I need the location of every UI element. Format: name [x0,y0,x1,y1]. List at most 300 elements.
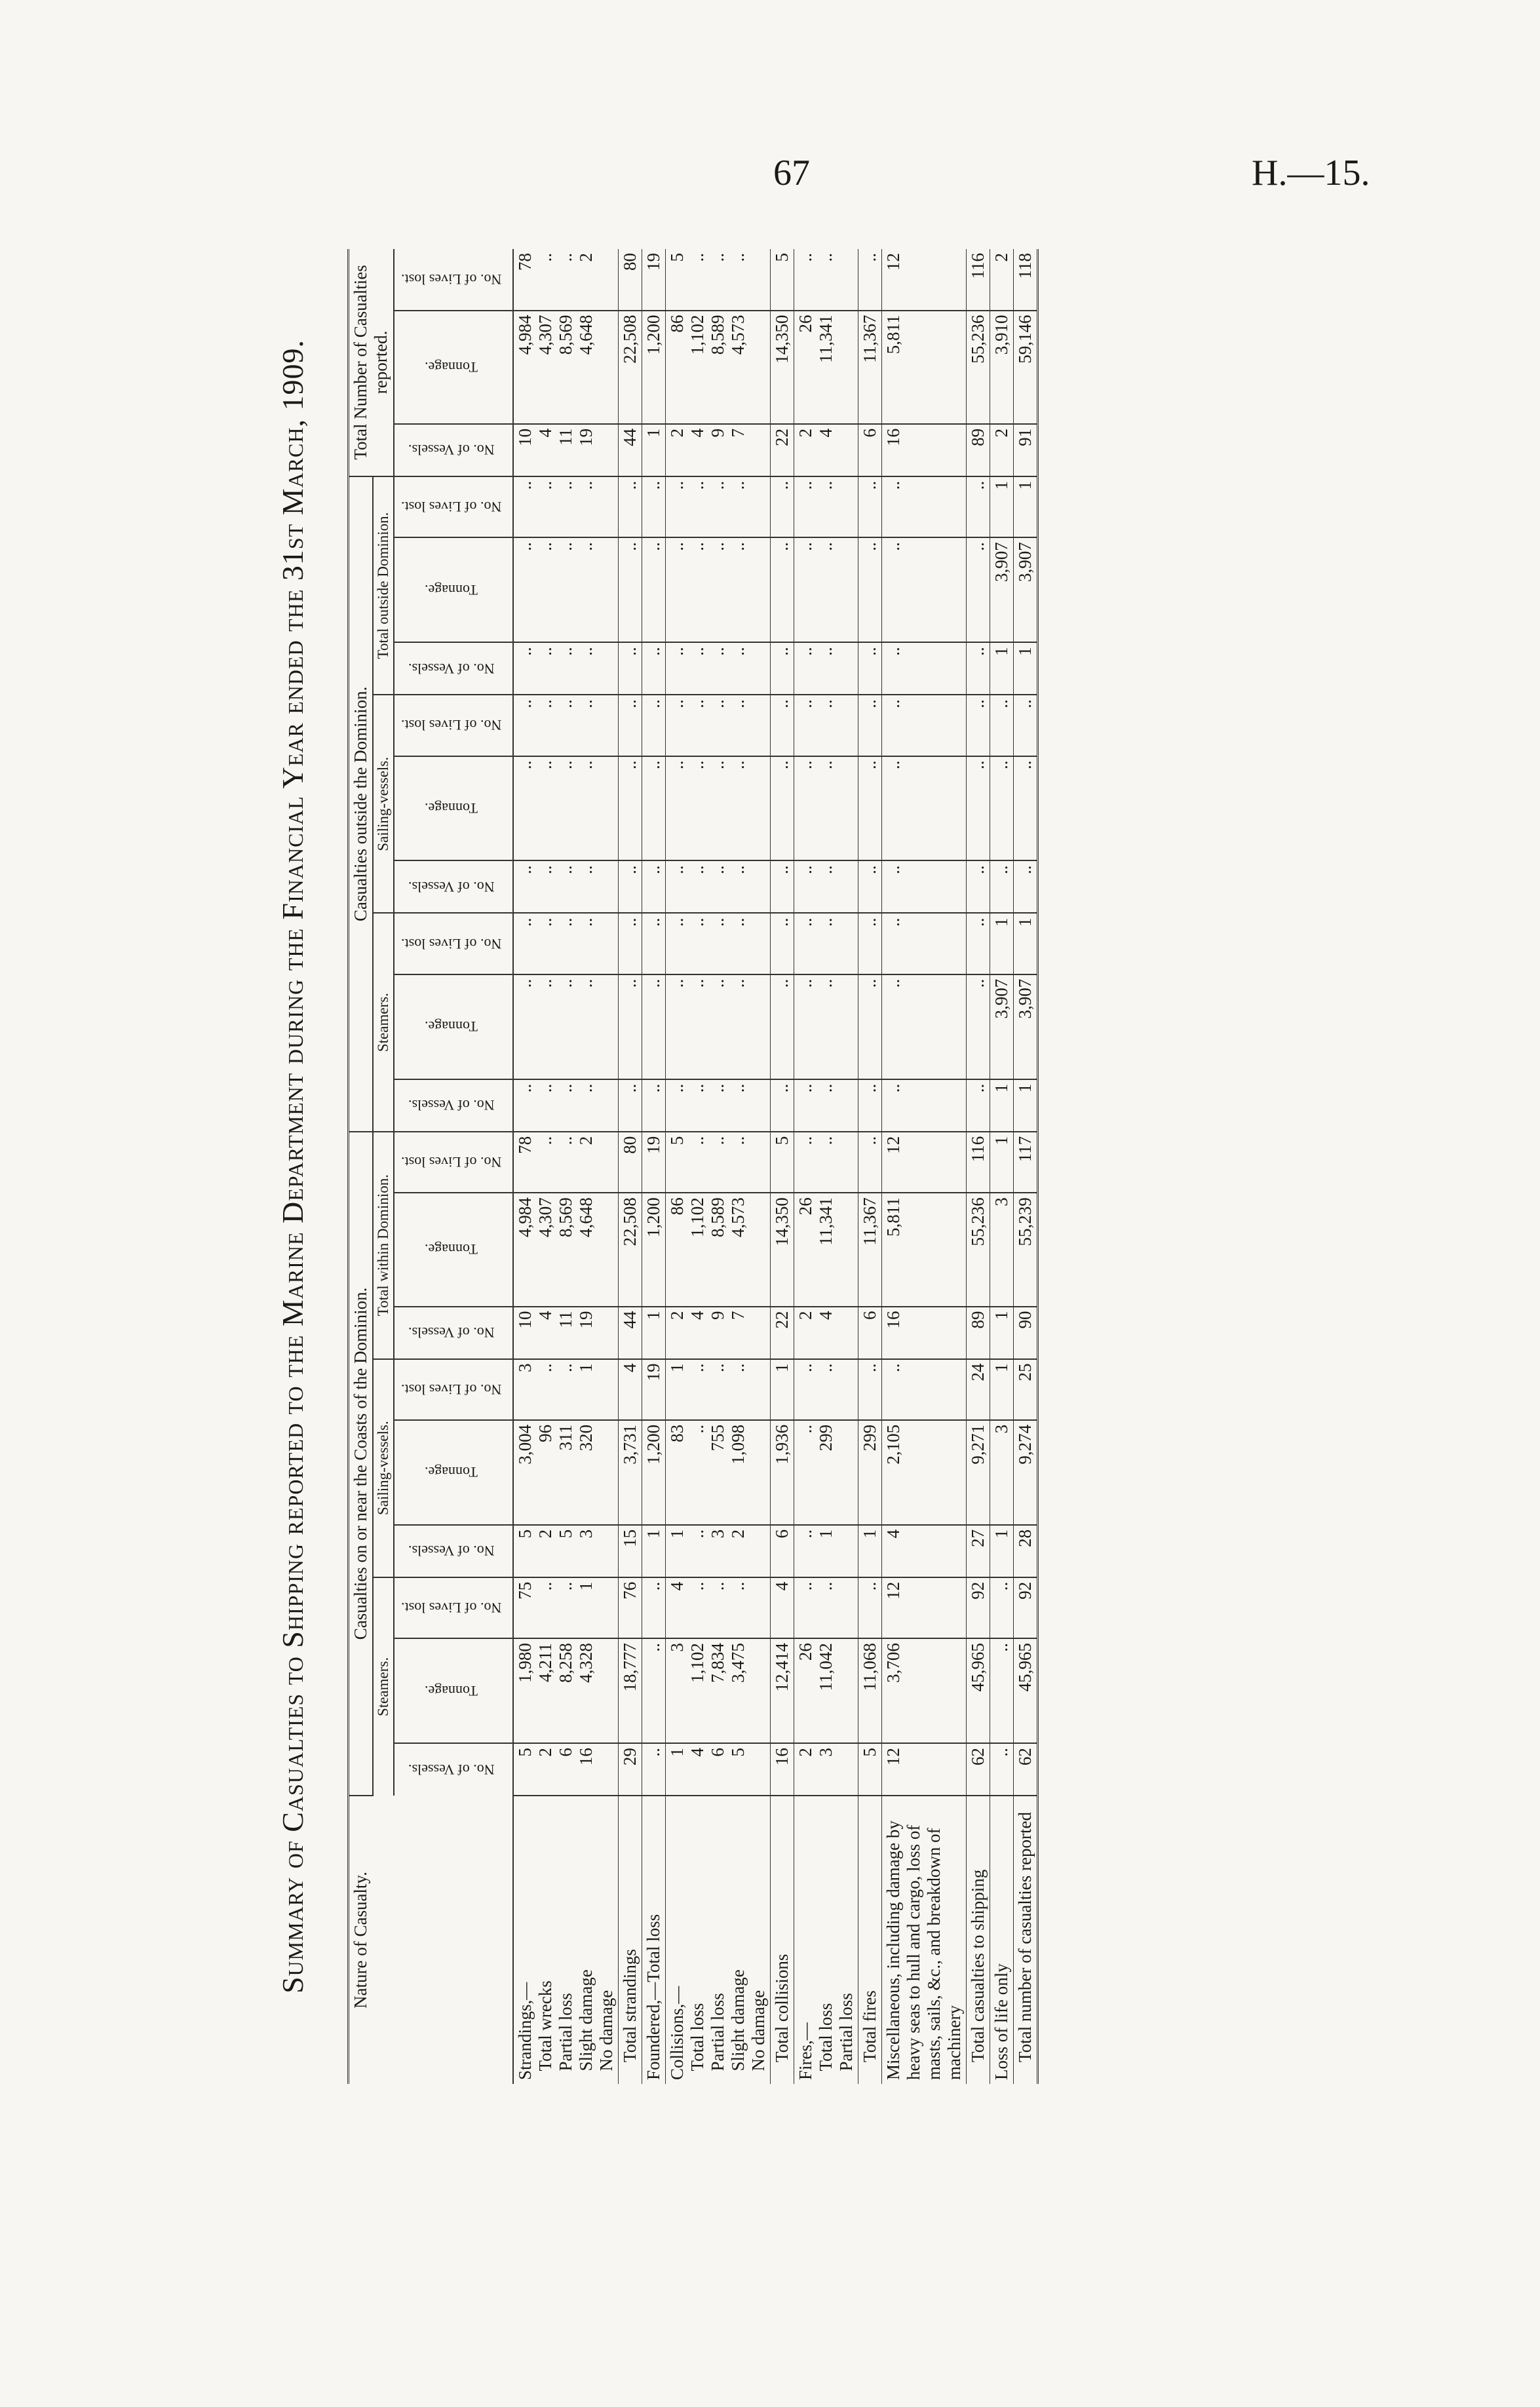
col-header-label: No. of Vessels. [408,660,495,677]
table-cell: .. [858,861,882,914]
table-cell: .. [967,695,990,756]
col-header-lives [394,913,513,974]
col-header-vessels [394,424,513,476]
table-cell: 4,984 4,307 8,569 4,648 [513,311,619,424]
table-cell: 1 [1014,476,1038,537]
table-cell: .. [858,249,882,311]
table-cell: 5 [858,1743,882,1796]
col-header-label: Tonnage. [425,1018,478,1035]
table-cell: .. .. .. .. [513,537,619,642]
table-cell: 12,414 [771,1638,794,1743]
table-cell: .. [858,537,882,642]
table-cell: .. [771,537,794,642]
table-cell: 2 3 [794,1743,858,1796]
table-cell: 90 [1014,1307,1038,1359]
table-cell: 78 .. .. 2 [513,249,619,311]
table-cell: 3,910 [990,311,1014,424]
table-cell: 12 [882,1132,967,1193]
table-cell: 26 11,042 [794,1638,858,1743]
table-cell: 11,068 [858,1638,882,1743]
table-cell: .. [967,1079,990,1132]
table-cell: 62 [967,1743,990,1796]
table-cell: .. [858,974,882,1079]
table-cell: 14,350 [771,1193,794,1306]
table-cell: 4 [619,1359,642,1420]
table-cell: 2 4 9 7 [666,424,771,476]
table-cell: .. .. .. .. [513,476,619,537]
table-cell: .. .. [794,249,858,311]
rotated-table-block [275,249,1324,2084]
col-header-label: No. of Lives lost. [401,1154,502,1171]
table-cell: .. [882,537,967,642]
table-cell: .. [858,913,882,974]
table-cell: .. [771,756,794,861]
col-header-label: No. of Lives lost. [401,935,502,952]
row-label: Foundered,—Total loss [642,1796,666,2084]
table-cell: 10 4 11 19 [513,424,619,476]
table-cell: .. [990,1638,1014,1743]
table-cell: 2 4 [794,1307,858,1359]
table-cell: 299 [858,1420,882,1525]
table-cell: .. [771,861,794,914]
table-cell: 22,508 [619,1193,642,1306]
row-label: Total number of casualties reported [1014,1796,1038,2084]
col-header-vessels [394,1525,513,1577]
table-cell: .. [858,1577,882,1638]
row-label: Fires,— Total loss Partial loss [796,1993,857,2080]
total-row [1014,249,1038,2084]
table-cell: 80 [619,249,642,311]
table-cell: .. [642,695,666,756]
table-cell: .. [858,1132,882,1193]
table-cell: .. [771,913,794,974]
col-header-label: Tonnage. [425,581,478,598]
table-cell: .. .. .. .. [513,642,619,695]
table-cell: 1 [642,424,666,476]
table-cell: 55,236 [967,311,990,424]
page-number: 67 [773,153,810,193]
table-cell: 9,274 [1014,1420,1038,1525]
total-row [967,249,990,2084]
table-cell: .. [771,974,794,1079]
table-cell: 18,777 [619,1638,642,1743]
table-cell: 59,146 [1014,311,1038,424]
table-cell: 5,811 [882,1193,967,1306]
table-cell: 1,200 [642,311,666,424]
table-cell: 91 [1014,424,1038,476]
table-cell: .. [771,695,794,756]
col-header-label: No. of Vessels. [408,1324,495,1341]
table-cell: .. [882,695,967,756]
table-cell: 5 2 6 16 [513,1743,619,1796]
table-cell: 19 [642,249,666,311]
table-cell: 5 .. .. .. [666,1132,771,1193]
page-header [0,0,1540,249]
table-cell: 16 [882,1307,967,1359]
table-cell: .. [642,913,666,974]
table-cell: .. [619,861,642,914]
table-cell: .. .. .. .. [666,974,771,1079]
col-header-lives [394,1577,513,1638]
row-label: Total collisions [771,1796,794,2084]
table-cell: 45,965 [967,1638,990,1743]
table-cell: .. .. [794,861,858,914]
coasts-header: Casualties on or near the Coasts of the Dominion. [349,1132,374,1796]
table-cell: .. [882,476,967,537]
table-cell: 55,236 [967,1193,990,1306]
table-cell: 15 [619,1525,642,1577]
table-cell: 5 [771,249,794,311]
table-cell: 6 [858,424,882,476]
table-cell: 3,907 [990,974,1014,1079]
table-cell: .. [858,1079,882,1132]
col-header-lives [394,1359,513,1420]
table-cell: .. .. [794,974,858,1079]
table-cell: .. .. .. .. [666,642,771,695]
table-cell: .. [642,1079,666,1132]
table-cell: .. [967,476,990,537]
col-header-vessels [394,1743,513,1796]
table-cell: 1 [990,1307,1014,1359]
table-cell: 4 .. .. .. [666,1577,771,1638]
table-cell: .. [990,1577,1014,1638]
row-label: Total strandings [619,1796,642,2084]
table-cell: 3,004 96 311 320 [513,1420,619,1525]
table-cell: .. .. [794,913,858,974]
table-cell: 14,350 [771,311,794,424]
col-header-lives [394,1132,513,1193]
table-cell: 10 4 11 19 [513,1307,619,1359]
table-cell: 1 .. 3 2 [666,1525,771,1577]
table-cell: 92 [967,1577,990,1638]
table-cell: 12 [882,249,967,311]
col-header-label: No. of Vessels. [408,1762,495,1779]
table-cell: .. .. .. .. [666,476,771,537]
table-row [794,249,858,2084]
table-cell: .. [858,1359,882,1420]
table-cell: .. .. [794,1079,858,1132]
table-cell: .. .. .. .. [513,695,619,756]
table-cell: .. [967,913,990,974]
col-header-label: No. of Lives lost. [401,499,502,516]
table-cell: 22 [771,424,794,476]
table-cell: .. .. [794,1577,858,1638]
table-cell: 44 [619,1307,642,1359]
table-cell: .. .. [794,537,858,642]
col-header-label: No. of Lives lost. [401,717,502,734]
table-cell: .. .. .. .. [666,913,771,974]
table-cell: .. [642,642,666,695]
table-cell: .. .. .. .. [666,1079,771,1132]
row-label: Total casualties to shipping [967,1796,990,2084]
table-cell: .. [967,974,990,1079]
table-cell: 117 [1014,1132,1038,1193]
table-cell: 1 4 6 5 [666,1743,771,1796]
col-header-tonnage [394,974,513,1079]
table-cell: 1 [990,1079,1014,1132]
table-cell: .. [990,756,1014,861]
table-cell: 1 [990,642,1014,695]
table-cell: 3 1,102 7,834 3,475 [666,1638,771,1743]
col-header-tonnage [394,756,513,861]
table-cell: .. .. .. .. [666,756,771,861]
table-cell: .. [882,756,967,861]
table-cell: .. [619,537,642,642]
table-cell: 1 [990,913,1014,974]
row-label: Miscellaneous, including damage by heavy seas to hull and cargo, loss of masts, sails, &c., and breakdown of machinery [883,1816,965,2080]
table-cell: .. [882,913,967,974]
table-cell: .. [882,974,967,1079]
table-cell: 19 [642,1359,666,1420]
table-cell: 12 [882,1577,967,1638]
within-header: Total within Dominion. [373,1132,394,1359]
table-cell: .. [642,537,666,642]
table-cell: 22 [771,1307,794,1359]
table-cell: 86 1,102 8,589 4,573 [666,1193,771,1306]
table-cell: .. [967,861,990,914]
total-reported-header: Total Number of Casualties reported. [349,249,395,476]
table-cell: .. 1 [794,1525,858,1577]
row-label: Total fires [858,1796,882,2084]
col-header-vessels [394,1079,513,1132]
table-cell: 2 [990,424,1014,476]
table-cell: 92 [1014,1577,1038,1638]
table-cell: 116 [967,249,990,311]
col-header-tonnage [394,1638,513,1743]
table-cell: 25 [1014,1359,1038,1420]
col-header-tonnage [394,311,513,424]
outside-sailing-header: Sailing-vessels. [373,695,394,913]
table-cell: .. [642,1638,666,1743]
table-cell: .. [771,476,794,537]
table-cell: 28 [1014,1525,1038,1577]
col-header-lives [394,476,513,537]
table-cell: 3,731 [619,1420,642,1525]
table-cell: 5,811 [882,311,967,424]
table-cell: .. [882,1079,967,1132]
outside-steamers-header: Steamers. [373,913,394,1131]
table-cell: 83 .. 755 1,098 [666,1420,771,1525]
table-cell: 62 [1014,1743,1038,1796]
col-header-label: Tonnage. [425,1241,478,1258]
table-cell: 55,239 [1014,1193,1038,1306]
table-cell: .. .. .. .. [666,537,771,642]
table-row [666,249,771,2084]
table-cell: 5 2 5 3 [513,1525,619,1577]
table-cell: .. [619,1079,642,1132]
table-cell: 2 4 [794,424,858,476]
table-cell: 3,706 [882,1638,967,1743]
table-cell: .. [619,913,642,974]
table-cell: 27 [967,1525,990,1577]
table-cell: 2 4 9 7 [666,1307,771,1359]
table-cell: 1 [1014,642,1038,695]
total-outside-header: Total outside Dominion. [373,476,394,695]
table-cell: .. [858,756,882,861]
table-cell: 4,984 4,307 8,569 4,648 [513,1193,619,1306]
table-cell: .. [1014,695,1038,756]
table-cell: 3 [990,1193,1014,1306]
table-cell: 3,907 [990,537,1014,642]
table-cell: .. [619,756,642,861]
table-cell: .. [642,756,666,861]
table-cell: 1 [771,1359,794,1420]
table-cell: .. [882,861,967,914]
table-cell: 76 [619,1577,642,1638]
table-cell: 80 [619,1132,642,1193]
nature-header: Nature of Casualty. [349,1796,514,2084]
table-cell: 75 .. .. 1 [513,1577,619,1638]
col-header-label: No. of Vessels. [408,1097,495,1114]
table-cell: 26 11,341 [794,311,858,424]
table-cell: .. [990,1743,1014,1796]
col-header-vessels [394,1307,513,1359]
col-header-label: No. of Lives lost. [401,271,502,288]
table-cell: .. [882,642,967,695]
table-cell: 11,367 [858,311,882,424]
table-cell: 78 .. .. 2 [513,1132,619,1193]
table-cell: .. [642,861,666,914]
table-cell: 116 [967,1132,990,1193]
col-header-tonnage [394,537,513,642]
col-header-lives [394,249,513,311]
table-cell: .. .. .. .. [513,974,619,1079]
table-row [513,249,619,2084]
table-cell: 1 [642,1525,666,1577]
table-cell: 6 [858,1307,882,1359]
table-cell: .. [642,974,666,1079]
table-cell: 86 1,102 8,589 4,573 [666,311,771,424]
table-cell: 2,105 [882,1420,967,1525]
table-cell: .. .. .. .. [513,913,619,974]
table-wrapper [347,249,1039,2084]
table-cell: .. [858,476,882,537]
table-cell: 26 11,341 [794,1193,858,1306]
table-cell: 16 [882,424,967,476]
table-cell: .. [990,695,1014,756]
table-cell: .. .. [794,695,858,756]
table-cell: 9,271 [967,1420,990,1525]
table-title [275,249,310,2084]
table-cell: 22,508 [619,311,642,424]
total-row [771,249,794,2084]
table-row [882,249,967,2084]
table-cell: .. .. [794,1359,858,1420]
table-cell: .. .. [794,1132,858,1193]
table-cell: 44 [619,424,642,476]
table-title-text: Summary of Casualties to Shipping reported to the Marine Department during the Financial Year ended the 31st March, 1909. [276,339,309,1994]
table-cell: .. [882,1359,967,1420]
table-cell: 1 [990,1525,1014,1577]
total-row [858,249,882,2084]
table-cell: 1,200 [642,1420,666,1525]
table-cell: .. 299 [794,1420,858,1525]
col-header-label: No. of Vessels. [408,1543,495,1560]
table-cell: 3,907 [1014,974,1038,1079]
table-cell: 1 .. .. .. [666,1359,771,1420]
col-header-label: No. of Lives lost. [401,1381,502,1398]
table-cell: 1 [990,1359,1014,1420]
table-cell: 89 [967,1307,990,1359]
table-cell: 1 [642,1307,666,1359]
table-cell: .. [642,1743,666,1796]
table-cell: 5 [771,1132,794,1193]
outside-header: Casualties outside the Dominion. [349,476,374,1132]
table-cell: 4 [771,1577,794,1638]
table-cell: .. [1014,861,1038,914]
casualties-table [347,249,1039,2084]
table-cell: 3 [990,1420,1014,1525]
table-cell: .. .. .. .. [513,756,619,861]
table-cell: 1,980 4,211 8,258 4,328 [513,1638,619,1743]
total-row [619,249,642,2084]
total-row [990,249,1014,2084]
table-cell: .. .. .. .. [513,861,619,914]
table-cell: 6 [771,1525,794,1577]
table-cell: .. [619,642,642,695]
table-cell: .. .. [794,642,858,695]
row-label: Strandings,— Total wrecks Partial loss Slight damage No damage [515,1969,617,2080]
table-cell: .. [642,476,666,537]
table-cell: 12 [882,1743,967,1796]
col-header-tonnage [394,1420,513,1525]
table-cell: 1 [990,476,1014,537]
table-cell: .. [771,642,794,695]
col-header-tonnage [394,1193,513,1306]
table-cell: .. [990,861,1014,914]
table-body [513,249,1038,2084]
table-cell: .. [619,695,642,756]
col-header-label: No. of Vessels. [408,442,495,459]
table-cell: .. [967,756,990,861]
table-cell: .. [619,974,642,1079]
table-cell: .. [771,1079,794,1132]
table-cell: 16 [771,1743,794,1796]
col-header-lives [394,695,513,756]
table-cell: 5 .. .. .. [666,249,771,311]
table-cell: 1 [1014,913,1038,974]
table-cell: 1,936 [771,1420,794,1525]
table-cell: .. [858,695,882,756]
table-cell: .. .. .. .. [513,1079,619,1132]
table-cell: 45,965 [1014,1638,1038,1743]
row-label: Collisions,— Total loss Partial loss Slight damage No damage [667,1969,769,2080]
table-cell: .. [858,642,882,695]
table-cell: 29 [619,1743,642,1796]
table-cell: .. .. [794,756,858,861]
table-cell: .. [967,537,990,642]
total-row [642,249,666,2084]
table-cell: 1,200 [642,1193,666,1306]
col-header-label: Tonnage. [425,358,478,375]
table-cell: 1 [1014,1079,1038,1132]
table-cell: .. .. .. .. [666,695,771,756]
col-header-label: Tonnage. [425,800,478,817]
coasts-sailing-header: Sailing-vessels. [373,1359,394,1577]
table-cell: .. .. .. .. [666,861,771,914]
table-cell: 3,907 [1014,537,1038,642]
col-header-label: No. of Lives lost. [401,1600,502,1616]
col-header-label: Tonnage. [425,1682,478,1699]
col-header-vessels [394,642,513,695]
table-cell: 4 [882,1525,967,1577]
col-header-label: No. of Vessels. [408,879,495,896]
table-cell: 19 [642,1132,666,1193]
table-cell: 3 .. .. 1 [513,1359,619,1420]
row-label: Loss of life only [990,1796,1014,2084]
col-header-label: Tonnage. [425,1464,478,1481]
table-cell: .. [1014,756,1038,861]
